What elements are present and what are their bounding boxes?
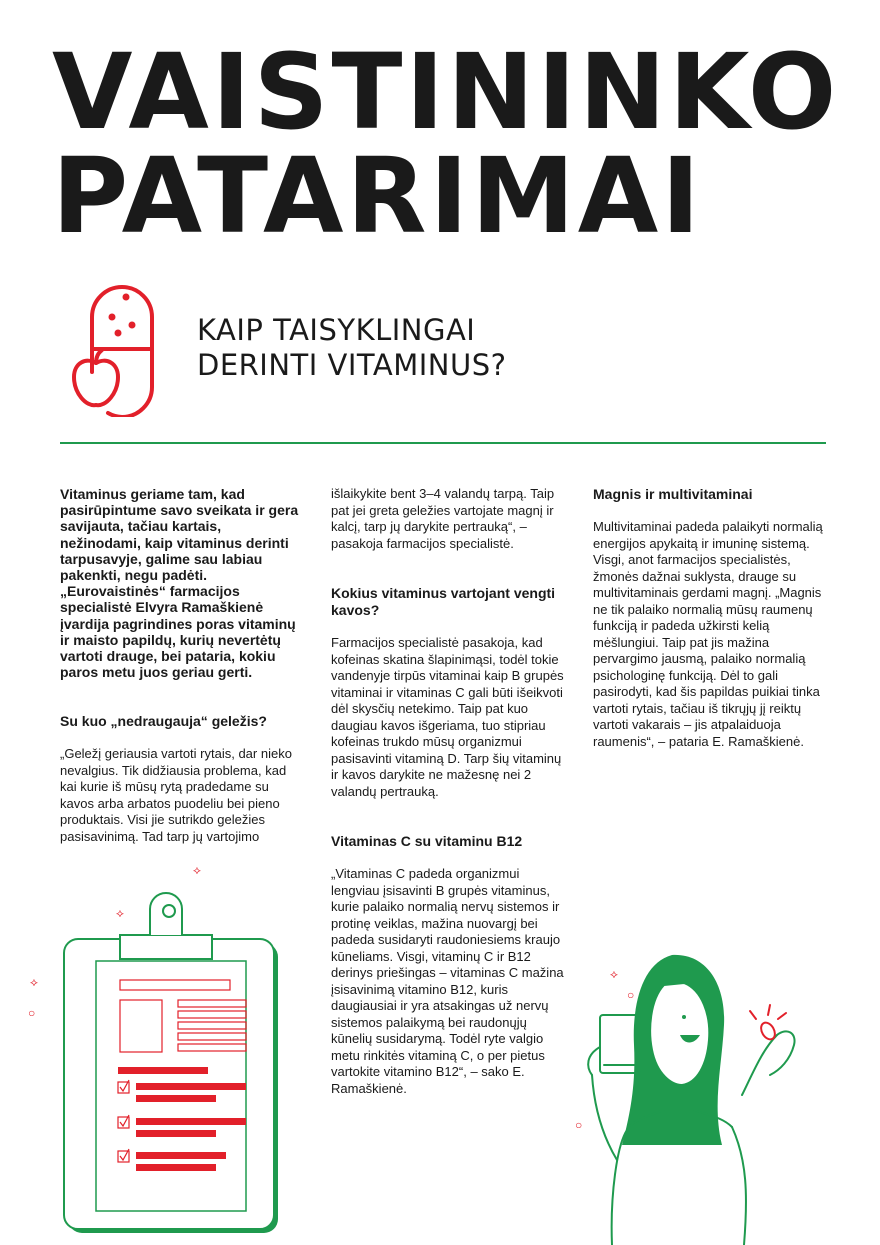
- sparkle-icon: ○: [575, 1118, 583, 1132]
- clipboard-checklist-icon: [62, 885, 292, 1235]
- vitamin-c-b12-heading: Vitaminas C su vitaminu B12: [331, 833, 523, 849]
- woman-with-glass-icon: [572, 945, 840, 1245]
- coffee-heading: Kokius vitaminus vartojant vengti kavos?: [331, 585, 556, 618]
- sparkle-icon: ⟡: [610, 967, 618, 981]
- subtitle: [197, 313, 507, 383]
- column-3: [593, 486, 833, 783]
- page-title-line-1: VAISTININKO: [52, 31, 840, 153]
- iron-heading: Su kuo „nedraugauja“ geležis?: [60, 713, 267, 730]
- column-1: [60, 486, 300, 878]
- pill-apple-icon: [66, 277, 166, 417]
- sparkle-icon: ⟡: [116, 906, 124, 920]
- subtitle-line-2: DERINTI VITAMINUS?: [197, 348, 507, 382]
- magnesium-heading: Magnis ir multivitaminai: [593, 486, 753, 502]
- page-title-line-2: PATARIMAI: [52, 135, 703, 257]
- page-title: [52, 31, 840, 257]
- lead-paragraph: Vitaminus geriame tam, kad pasirūpintume savo sveikata ir gera savijauta, tačiau kartais, nežinodami, kaip vitaminus derinti tarpusavyje, galime sau labiau pakenkti, negu padėti. „Eurovaistinės“ farmacijos specialistė Elvyra Ramaškienė įvardija pagrindines poras vitaminų ir maisto papildų, kurių nevertėtų vartoti drauge, bei pataria, kokiu paros metu juos geriau gerti.: [60, 486, 299, 681]
- section-divider: [60, 442, 826, 444]
- subtitle-line-1: KAIP TAISYKLINGAI: [197, 313, 476, 347]
- magnesium-paragraph: Multivitaminai padeda palaikyti normalią energijos apykaitą ir imuninę sistemą. Visgi, anot farmacijos specialistės, žmonės dažnai suklysta, drauge su multivitaminais gerdami magnį. „Magnis ne tik palaiko normalią mūsų raumenų funkciją ir padeda užkirsti kelią mėšlungiui. Taip pat jis mažina pervargimo jausmą, palaiko normalią psichologinę funkciją. Dėl to gali pasirodyti, kad šis papildas puikiai tinka vartoti rytais, tačiau iš tikrųjų jį reiktų vartoti vakarais – jis atpalaiduoja raumenis“, – pataria E. Ramaškienė.: [593, 519, 823, 749]
- iron-paragraph: „Geležį geriausia vartoti rytais, dar nieko nevalgius. Tik didžiausia problema, kad kai kurie iš mūsų rytą pradedame su kavos arba arbatos puodeliu bei pieno produktais. Visi jie sutrikdo geležies pasisavinimą. Tad tarp jų vartojimo: [60, 746, 292, 844]
- sparkle-icon: ⟡: [30, 975, 38, 989]
- coffee-paragraph: Farmacijos specialistė pasakoja, kad kofeinas skatina šlapinimąsi, todėl tokie vandenyje tirpūs vitaminai kaip B grupės vitaminai ir vitaminas C gali būti išeikvoti dėl skysčių netekimo. Taip pat kuo daugiau kavos išgeriama, tuo stipriau kofeinas trukdo mūsų organizmui pasisavinti vitaminą D. Tarp šių vitaminų ir kavos darykite ne mažesnę nei 2 valandų pertrauką.: [331, 635, 564, 799]
- sparkle-icon: ○: [627, 988, 635, 1002]
- column-2: [331, 486, 569, 1130]
- sparkle-icon: ○: [28, 1006, 36, 1020]
- vitamin-c-b12-paragraph: „Vitaminas C padeda organizmui lengviau įsisavinti B grupės vitaminus, kurie palaiko normalią nervų sistemos ir protinę veiklas, mažina nuovargį bei padeda susidaryti raudoniesiems kraujo kūneliams. Visgi, vitaminų C ir B12 derinys priešingas – vitaminas C mažina įsisavinimą vitamino B12, kuris daugiausiai ir yra atsakingas už nervų sistemos palaikymą bei raudonųjų kūnelių susidarymą. Todėl ryte valgio metu rinkitės vitaminą C, o per pietus vartokite vitamino B12“, – sako E. Ramaškienė.: [331, 866, 564, 1096]
- sparkle-icon: ⟡: [193, 863, 201, 877]
- iron-paragraph-continued: išlaikykite bent 3–4 valandų tarpą. Taip pat jei greta geležies vartojate magnį ir kalcį, tarp jų darykite pertrauką“, – pasakoja farmacijos specialistė.: [331, 486, 555, 551]
